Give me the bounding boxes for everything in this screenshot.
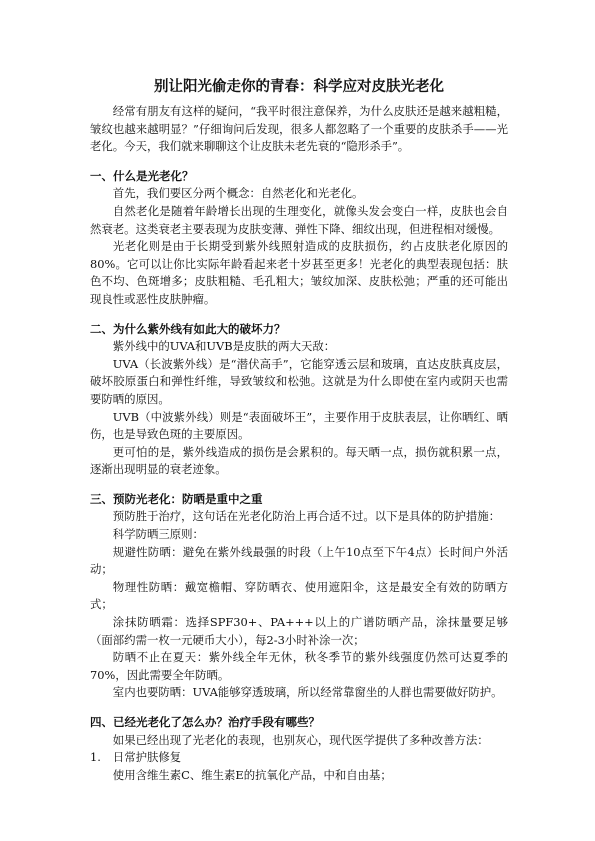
intro-paragraph: 经常有朋友有这样的疑问，“我平时很注意保养，为什么皮肤还是越来越粗糙，皱纹也越来越明显？”仔细询问后发现，很多人都忽略了一个重要的皮肤杀手——光老化。今天，我们就来聊聊这个让皮肤未老先衰的“隐形杀手”。 [90,104,508,154]
page-title: 别让阳光偷走你的青春：科学应对皮肤光老化 [154,79,444,95]
paragraph: 预防胜于治疗，这句话在光老化防治上再合适不过。以下是具体的防护措施： [112,509,501,524]
paragraph: 规避性防晒：避免在紫外线最强的时段（上午10点至下午4点）长时间户外活动； [90,544,508,577]
paragraph: 涂抹防晒霜：选择SPF30+、PA+++以上的广谱防晒产品，涂抹量要足够（面部约需一枚一元硬币大小），每2-3小时补涂一次； [90,615,508,647]
paragraph: 光老化则是由于长期受到紫外线照射造成的皮肤损伤，约占皮肤老化原因的80%。它可以让你比实际年龄看起来老十岁甚至更多！光老化的典型表现包括：肤色不均、色斑增多；皮肤粗糙、毛孔粗大；皱纹加深、皮肤松弛；严重的还可能出现良性或恶性皮肤肿瘤。 [90,239,508,306]
section-heading-1: 一、什么是光老化？ [90,168,194,183]
section-heading-2: 二、为什么紫外线有如此大的破坏力？ [90,321,286,336]
paragraph: 科学防晒三原则： [112,527,204,542]
paragraph: 物理性防晒：戴宽檐帽、穿防晒衣、使用遮阳伞，这是最安全有效的防晒方式； [90,579,508,612]
paragraph: 防晒不止在夏天：紫外线全年无休，秋冬季节的紫外线强度仍然可达夏季的70%，因此需要全年防晒。 [90,650,508,682]
paragraph: 如果已经出现了光老化的表现，也别灰心，现代医学提供了多种改善方法： [112,732,489,747]
paragraph: 室内也要防晒：UVA能够穿透玻璃，所以经常靠窗坐的人群也需要做好防护。 [112,685,503,700]
paragraph: UVA（长波紫外线）是“潜伏高手”，它能穿透云层和玻璃，直达皮肤真皮层，破坏胶原蛋白和弹性纤维，导致皱纹和松弛。这就是为什么即使在室内或阴天也需要防晒的原因。 [90,356,508,406]
paragraph: 自然老化是随着年龄增长出现的生理变化，就像头发会变白一样，皮肤也会自然衰老。这类衰老主要表现为皮肤变薄、弹性下降、细纹出现，但进程相对缓慢。 [90,203,508,236]
paragraph: 更可怕的是，紫外线造成的损伤是会累积的。每天晒一点，损伤就积累一点，逐渐出现明显的衰老迹象。 [90,444,508,477]
paragraph: 首先，我们要区分两个概念：自然老化和光老化。 [112,186,364,201]
paragraph: 使用含维生素C、维生素E的抗氧化产品，中和自由基； [112,767,392,782]
numbered-list-item [90,749,508,767]
section-heading-4: 四、已经光老化了怎么办？治疗手段有哪些？ [90,715,320,729]
paragraph: UVB（中波紫外线）则是“表面破坏王”，主要作用于皮肤表层，让你晒红、晒伤，也是导致色斑的主要原因。 [90,409,508,442]
paragraph: 紫外线中的UVA和UVB是皮肤的两大天敌： [112,339,336,354]
section-heading-3: 三、预防光老化：防晒是重中之重 [90,491,263,506]
list-item-label: 日常护肤修复 [112,750,182,765]
list-number: 1. [90,750,101,765]
